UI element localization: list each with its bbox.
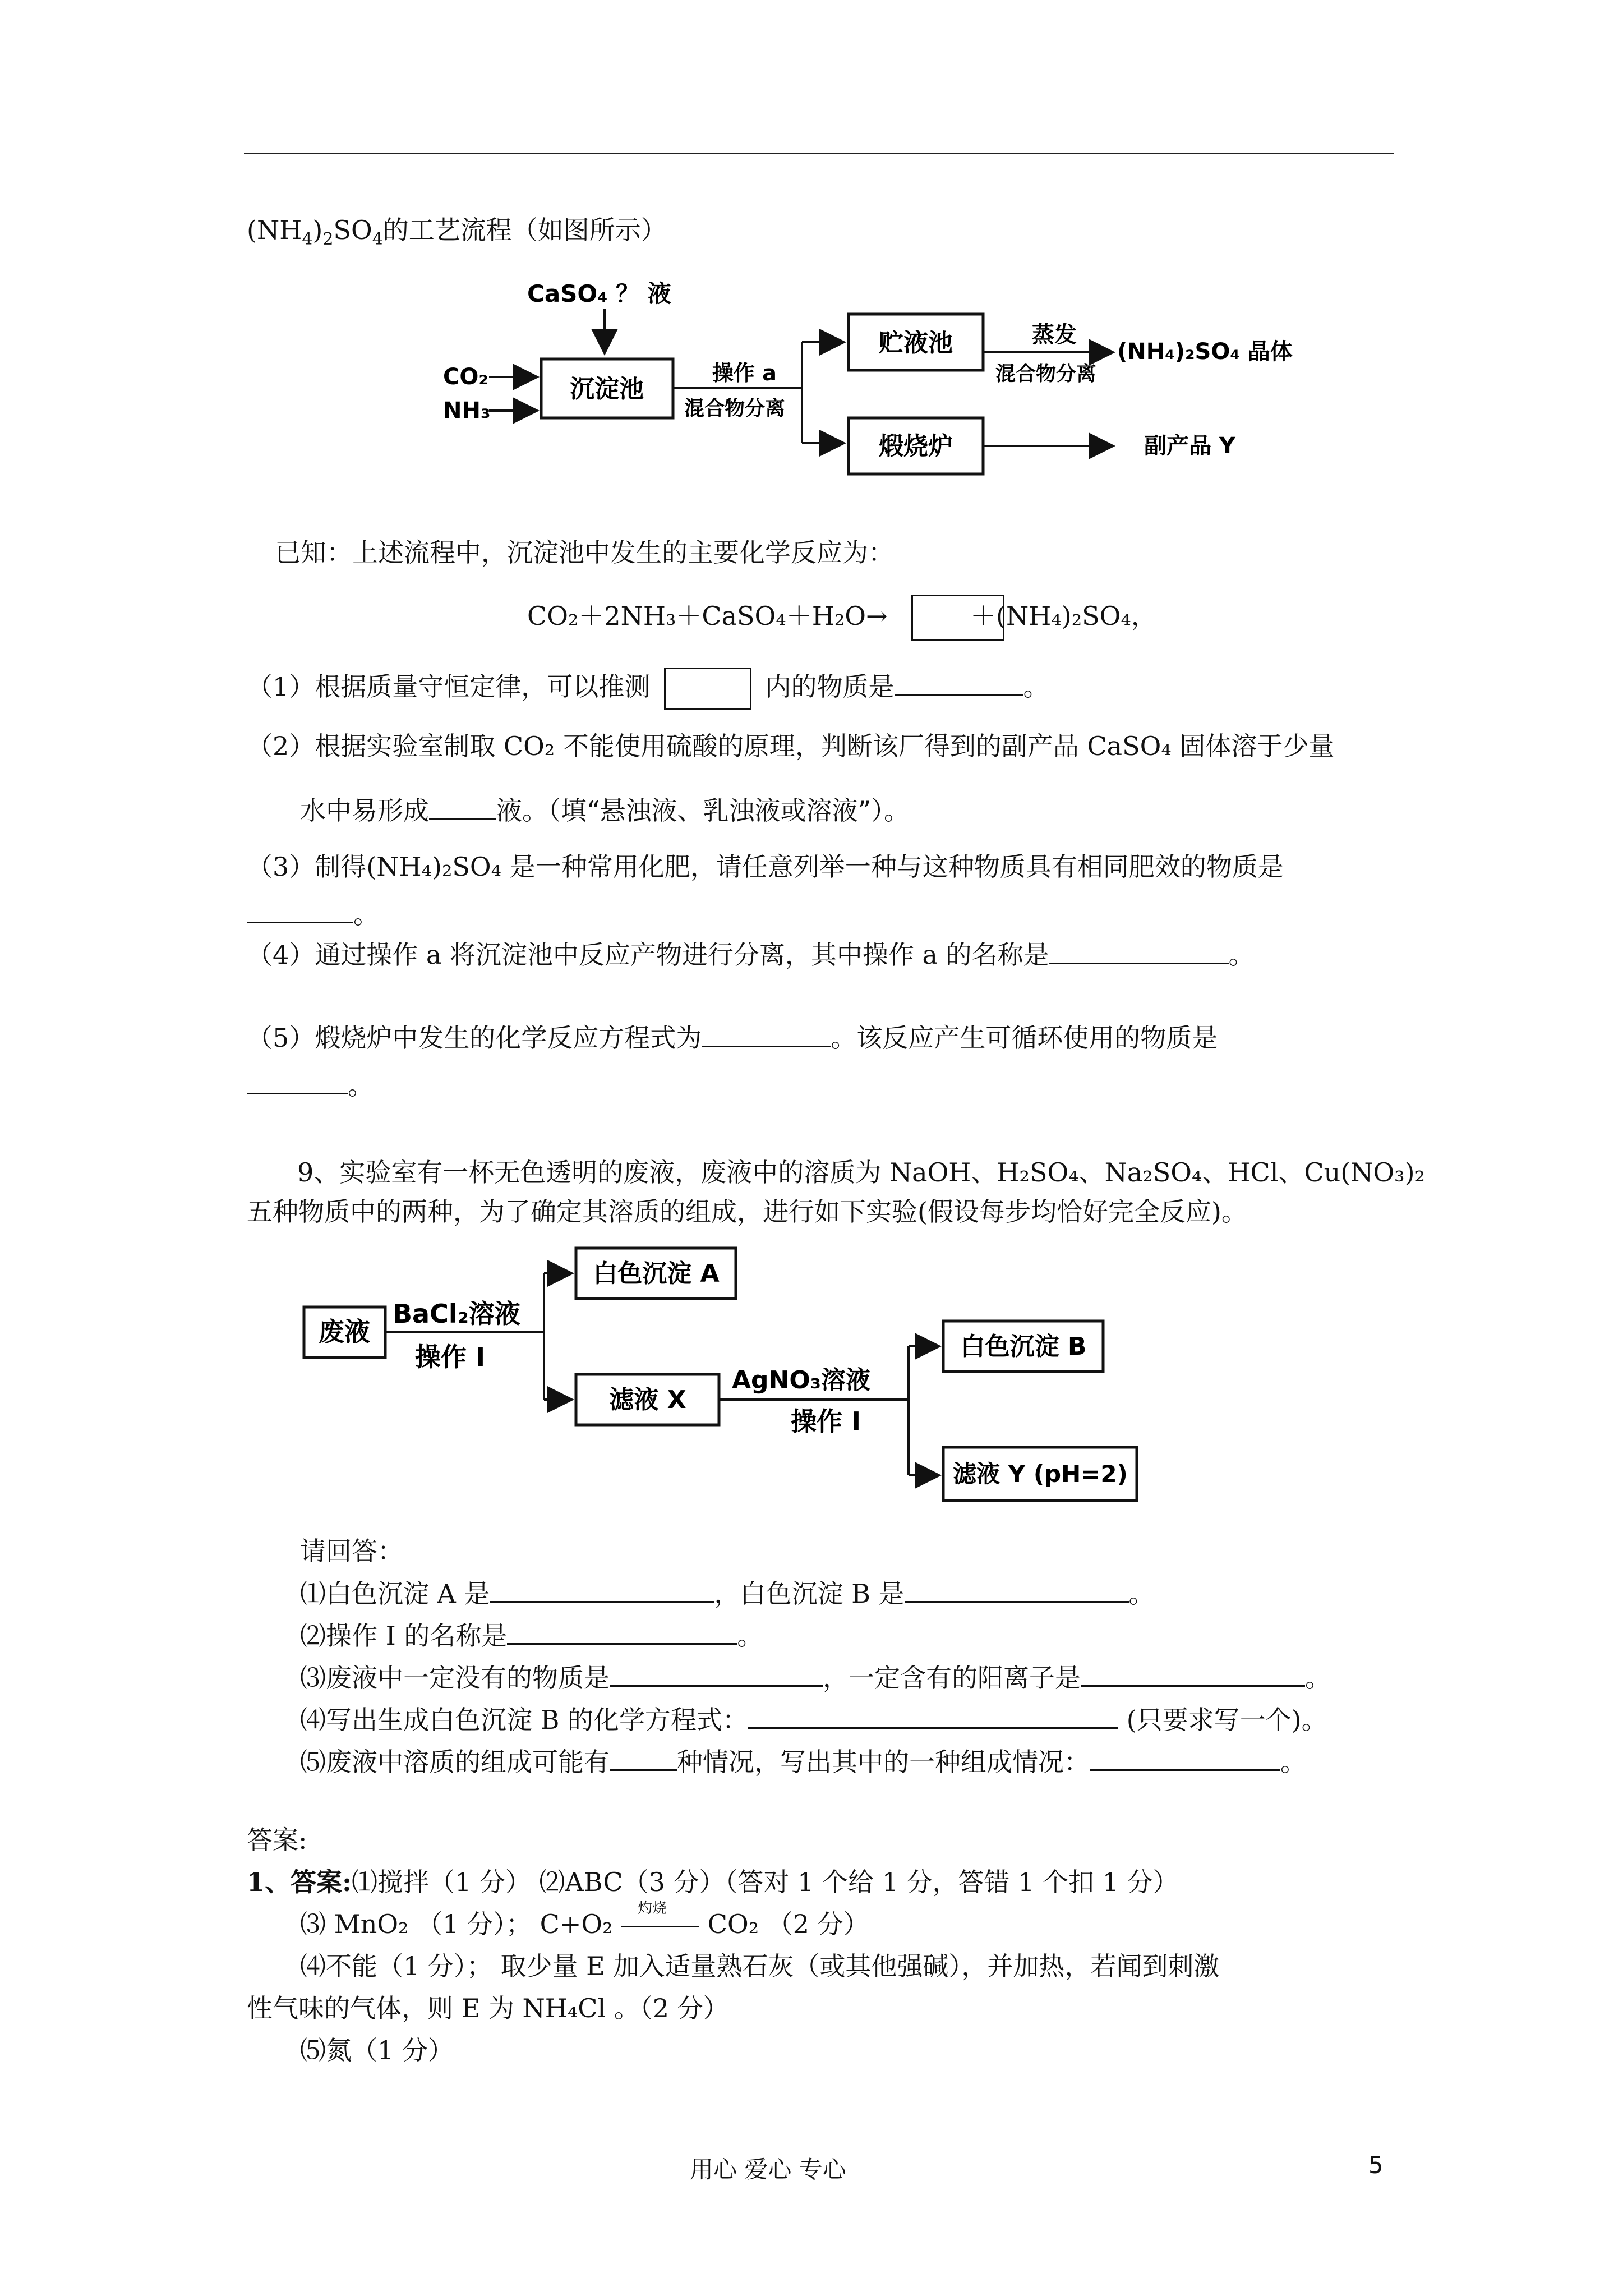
flow1-box-furnace-label: 煅烧炉 bbox=[879, 432, 953, 461]
q1-answer-blank[interactable] bbox=[895, 670, 1023, 696]
flow2-op1: 操作 I bbox=[415, 1342, 486, 1372]
problem-9-line1: 9、实验室有一杯无色透明的废液，废液中的溶质为 NaOH、H₂SO₄、Na₂SO₄、HCl、Cu(NO₃)₂ bbox=[297, 1157, 1425, 1188]
question-4: （4）通过操作 a 将沉淀池中反应产物进行分离，其中操作 a 的名称是 。 bbox=[247, 938, 1255, 972]
question-5-line2: 。 bbox=[247, 1069, 374, 1102]
flow1-byproduct: 副产品 Y bbox=[1144, 433, 1235, 459]
answer-4-line1: ⑷不能（1 分）； 取少量 E 加入适量熟石灰（或其他强碱），并加热，若闻到刺激 bbox=[300, 1951, 1220, 1981]
answer-4-line2: 性气味的气体，则 E 为 NH₄Cl 。（2 分） bbox=[247, 1993, 729, 2023]
flow2-box-filtrate-y-label: 滤液 Y (pH=2) bbox=[953, 1460, 1128, 1488]
footer-motto: 用心 爱心 专心 bbox=[690, 2156, 846, 2183]
s1-ppt-b-blank[interactable] bbox=[905, 1576, 1129, 1603]
s1-ppt-a-blank[interactable] bbox=[490, 1576, 714, 1603]
answer-5-line: ⑸氮（1 分） bbox=[300, 2035, 454, 2065]
question-2-line1: （2）根据实验室制取 CO₂ 不能使用硫酸的原理，判断该厂得到的副产品 CaSO₄ 固体溶于少量 bbox=[247, 731, 1335, 761]
question-5-line1: （5）煅烧炉中发生的化学反应方程式为 。该反应产生可循环使用的物质是 bbox=[247, 1021, 1218, 1055]
question-2-line2: 水中易形成 液。（填“悬浊液、乳浊液或溶液”）。 bbox=[300, 794, 910, 827]
s5-count-blank[interactable] bbox=[610, 1745, 677, 1771]
flow2-op2: 操作 I bbox=[791, 1406, 861, 1437]
flow1-evap-sub: 混合物分离 bbox=[995, 362, 1097, 385]
flow1-box-sediment-label: 沉淀池 bbox=[570, 375, 644, 403]
flow1-op-label: 操作 a bbox=[712, 361, 777, 385]
reaction-condition: 灼烧 bbox=[621, 1912, 699, 1940]
answers-title: 答案: bbox=[247, 1825, 307, 1855]
s5-composition-blank[interactable] bbox=[1090, 1745, 1280, 1771]
flow1-product: (NH₄)₂SO₄ 晶体 bbox=[1117, 339, 1293, 365]
flow2-box-ppt-a-label: 白色沉淀 A bbox=[593, 1259, 720, 1288]
q2-answer-blank[interactable] bbox=[429, 794, 496, 820]
s3-absent-blank[interactable] bbox=[610, 1660, 823, 1687]
problem-9-line2: 五种物质中的两种，为了确定其溶质的组成，进行如下实验(假设每步均恰好完全反应)。 bbox=[247, 1197, 1247, 1227]
page-number: 5 bbox=[1368, 2151, 1384, 2179]
s4-equation-blank[interactable] bbox=[748, 1703, 1118, 1729]
flow2-reagent1: BaCl₂溶液 bbox=[393, 1299, 520, 1329]
flow1-box-storage-label: 贮液池 bbox=[879, 329, 953, 357]
q5-substance-blank[interactable] bbox=[247, 1069, 348, 1094]
question-1: （1）根据质量守恒定律，可以推测 内的物质是 。 bbox=[247, 668, 1049, 710]
answer-1-line: 1、答案:⑴搅拌（1 分） ⑵ABC（3 分）（答对 1 个给 1 分，答错 1 个扣 1 分） bbox=[247, 1867, 1179, 1897]
answer-3-line: ⑶ MnO₂ （1 分）； C+O₂ 灼烧 CO₂ （2 分） bbox=[300, 1900, 869, 1939]
question-3-line1: （3）制得(NH₄)₂SO₄ 是一种常用化肥，请任意列举一种与这种物质具有相同肥效的物质是 bbox=[247, 852, 1284, 882]
experiment-flow-diagram bbox=[297, 1240, 1195, 1520]
flow1-evap-label: 蒸发 bbox=[1032, 322, 1077, 348]
flow2-box-filtrate-x-label: 滤液 X bbox=[609, 1386, 686, 1414]
process-flow-diagram bbox=[437, 275, 1312, 488]
flow1-top-input: CaSO₄ ？ 液 bbox=[527, 280, 671, 307]
subquestion-3: ⑶废液中一定没有的物质是 ，一定含有的阳离子是 。 bbox=[300, 1660, 1331, 1695]
flow2-reagent2: AgNO₃溶液 bbox=[732, 1366, 871, 1395]
ask-label: 请回答： bbox=[300, 1536, 403, 1566]
subquestion-5: ⑸废液中溶质的组成可能有 种情况，写出其中的一种组成情况： 。 bbox=[300, 1745, 1306, 1779]
subquestion-4: ⑷写出生成白色沉淀 B 的化学方程式： (只要求写一个)。 bbox=[300, 1703, 1327, 1737]
flow1-input-co2: CO₂ bbox=[443, 364, 488, 390]
q3-answer-blank[interactable] bbox=[247, 898, 353, 923]
equation-left: CO₂＋2NH₃＋CaSO₄＋H₂O→ bbox=[527, 601, 888, 631]
q4-answer-blank[interactable] bbox=[1049, 938, 1229, 964]
equation-right: ＋(NH₄)₂SO₄， bbox=[970, 601, 1157, 631]
flow2-box-ppt-b-label: 白色沉淀 B bbox=[960, 1332, 1087, 1361]
question-3-line2: 。 bbox=[247, 898, 379, 931]
intro-line: $(NH_4)_2SO_4$的工艺流程（如图所示） bbox=[247, 215, 667, 250]
flow1-input-nh3: NH₃ bbox=[443, 398, 491, 424]
s2-operation-blank[interactable] bbox=[507, 1618, 737, 1645]
flow1-op-sub: 混合物分离 bbox=[684, 397, 786, 420]
flow2-box-waste-label: 废液 bbox=[319, 1317, 370, 1347]
s3-cation-blank[interactable] bbox=[1081, 1660, 1305, 1687]
q1-box bbox=[664, 668, 751, 710]
known-statement: 已知：上述流程中，沉淀池中发生的主要化学反应为： bbox=[275, 537, 894, 568]
subquestion-1: ⑴白色沉淀 A 是 ，白色沉淀 B 是 。 bbox=[300, 1576, 1155, 1611]
subquestion-2: ⑵操作 I 的名称是 。 bbox=[300, 1618, 763, 1653]
q5-equation-blank[interactable] bbox=[702, 1021, 831, 1047]
header-rule bbox=[244, 153, 1394, 154]
